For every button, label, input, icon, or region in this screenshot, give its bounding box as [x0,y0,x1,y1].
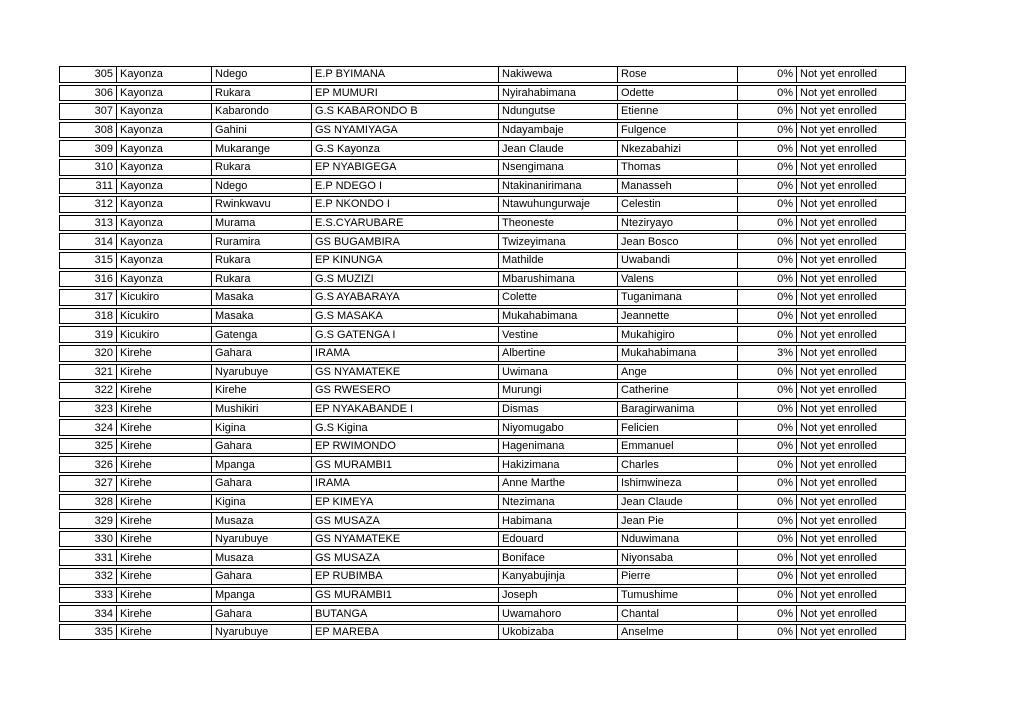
cell-last-name: Valens [617,271,737,288]
cell-district: Kayonza [116,66,211,83]
cell-school: EP NYABIGEGA [311,159,498,176]
cell-percent: 0% [737,326,796,343]
cell-first-name: Ntakinanirimana [498,178,617,195]
cell-percent: 0% [737,122,796,139]
cell-sector: Ndego [211,66,311,83]
cell-percent: 0% [737,549,796,566]
cell-row-number: 323 [59,401,116,418]
cell-last-name: Felicien [617,419,737,436]
cell-status: Not yet enrolled [796,233,906,250]
cell-sector: Gahara [211,605,311,622]
cell-school: G.S AYABARAYA [311,289,498,306]
cell-row-number: 316 [59,271,116,288]
cell-percent: 0% [737,289,796,306]
cell-last-name: Celestin [617,196,737,213]
cell-school: E.P BYIMANA [311,66,498,83]
cell-district: Kayonza [116,233,211,250]
cell-sector: Kigina [211,494,311,511]
cell-last-name: Fulgence [617,122,737,139]
cell-sector: Gahini [211,122,311,139]
table-row [59,587,906,604]
table-row [59,345,906,362]
cell-sector: Gatenga [211,326,311,343]
cell-district: Kicukiro [116,326,211,343]
cell-row-number: 309 [59,140,116,157]
table-row [59,122,906,139]
cell-row-number: 313 [59,215,116,232]
cell-percent: 0% [737,308,796,325]
cell-status: Not yet enrolled [796,456,906,473]
cell-sector: Rukara [211,271,311,288]
cell-status: Not yet enrolled [796,512,906,529]
table-row [59,475,906,492]
cell-sector: Nyarubuye [211,624,311,641]
cell-percent: 0% [737,215,796,232]
cell-district: Kirehe [116,587,211,604]
cell-row-number: 329 [59,512,116,529]
cell-row-number: 307 [59,103,116,120]
cell-district: Kirehe [116,475,211,492]
cell-last-name: Jean Pie [617,512,737,529]
cell-first-name: Joseph [498,587,617,604]
cell-percent: 0% [737,66,796,83]
cell-sector: Ruramira [211,233,311,250]
cell-last-name: Charles [617,456,737,473]
cell-percent: 0% [737,587,796,604]
cell-first-name: Ndayambaje [498,122,617,139]
cell-first-name: Ndungutse [498,103,617,120]
cell-row-number: 326 [59,456,116,473]
table-row [59,494,906,511]
cell-status: Not yet enrolled [796,289,906,306]
cell-row-number: 330 [59,531,116,548]
cell-school: EP KINUNGA [311,252,498,269]
cell-status: Not yet enrolled [796,326,906,343]
cell-sector: Gahara [211,475,311,492]
cell-school: G.S MASAKA [311,308,498,325]
cell-last-name: Rose [617,66,737,83]
cell-district: Kayonza [116,85,211,102]
cell-last-name: Ishimwineza [617,475,737,492]
cell-sector: Gahara [211,568,311,585]
cell-sector: Masaka [211,289,311,306]
cell-school: BUTANGA [311,605,498,622]
table-row [59,549,906,566]
cell-first-name: Nsengimana [498,159,617,176]
cell-district: Kirehe [116,345,211,362]
cell-school: E.P NDEGO I [311,178,498,195]
cell-school: GS RWESERO [311,382,498,399]
cell-first-name: Theoneste [498,215,617,232]
cell-first-name: Anne Marthe [498,475,617,492]
cell-sector: Murama [211,215,311,232]
cell-sector: Mpanga [211,456,311,473]
cell-district: Kayonza [116,252,211,269]
cell-district: Kayonza [116,178,211,195]
cell-percent: 0% [737,605,796,622]
cell-status: Not yet enrolled [796,159,906,176]
cell-percent: 0% [737,178,796,195]
cell-last-name: Jean Claude [617,494,737,511]
cell-sector: Musaza [211,512,311,529]
cell-row-number: 318 [59,308,116,325]
cell-school: GS BUGAMBIRA [311,233,498,250]
cell-row-number: 306 [59,85,116,102]
cell-district: Kirehe [116,364,211,381]
cell-status: Not yet enrolled [796,494,906,511]
cell-first-name: Murungi [498,382,617,399]
table-row [59,401,906,418]
cell-percent: 0% [737,438,796,455]
cell-status: Not yet enrolled [796,196,906,213]
cell-first-name: Hakizimana [498,456,617,473]
cell-first-name: Niyomugabo [498,419,617,436]
cell-row-number: 322 [59,382,116,399]
cell-sector: Nyarubuye [211,531,311,548]
cell-district: Kirehe [116,512,211,529]
cell-percent: 0% [737,382,796,399]
cell-row-number: 311 [59,178,116,195]
table-row [59,196,906,213]
cell-last-name: Nteziryayo [617,215,737,232]
cell-row-number: 308 [59,122,116,139]
table-row [59,531,906,548]
cell-sector: Kirehe [211,382,311,399]
cell-percent: 0% [737,196,796,213]
cell-district: Kirehe [116,624,211,641]
cell-last-name: Uwabandi [617,252,737,269]
cell-district: Kayonza [116,103,211,120]
cell-sector: Kabarondo [211,103,311,120]
cell-row-number: 312 [59,196,116,213]
enrollment-table-body [59,66,906,640]
cell-first-name: Uwimana [498,364,617,381]
cell-percent: 0% [737,364,796,381]
cell-district: Kirehe [116,456,211,473]
table-row [59,419,906,436]
cell-status: Not yet enrolled [796,271,906,288]
cell-row-number: 317 [59,289,116,306]
cell-last-name: Ange [617,364,737,381]
cell-percent: 0% [737,419,796,436]
cell-first-name: Kanyabujinja [498,568,617,585]
cell-school: E.P NKONDO I [311,196,498,213]
cell-row-number: 335 [59,624,116,641]
cell-district: Kirehe [116,382,211,399]
cell-status: Not yet enrolled [796,215,906,232]
cell-row-number: 305 [59,66,116,83]
cell-school: GS MURAMBI1 [311,587,498,604]
cell-status: Not yet enrolled [796,364,906,381]
cell-last-name: Jean Bosco [617,233,737,250]
table-row [59,438,906,455]
cell-sector: Mushikiri [211,401,311,418]
table-row [59,140,906,157]
cell-last-name: Manasseh [617,178,737,195]
cell-first-name: Twizeyimana [498,233,617,250]
cell-status: Not yet enrolled [796,308,906,325]
cell-row-number: 334 [59,605,116,622]
cell-percent: 0% [737,512,796,529]
table-row [59,252,906,269]
cell-row-number: 314 [59,233,116,250]
cell-first-name: Ntawuhungurwaje [498,196,617,213]
cell-status: Not yet enrolled [796,605,906,622]
cell-district: Kirehe [116,419,211,436]
cell-district: Kayonza [116,196,211,213]
cell-sector: Rwinkwavu [211,196,311,213]
cell-first-name: Albertine [498,345,617,362]
cell-school: E.S.CYARUBARE [311,215,498,232]
cell-status: Not yet enrolled [796,568,906,585]
cell-school: IRAMA [311,475,498,492]
cell-percent: 0% [737,140,796,157]
cell-status: Not yet enrolled [796,85,906,102]
cell-sector: Ndego [211,178,311,195]
cell-status: Not yet enrolled [796,549,906,566]
cell-percent: 3% [737,345,796,362]
cell-last-name: Niyonsaba [617,549,737,566]
cell-last-name: Nduwimana [617,531,737,548]
cell-last-name: Chantal [617,605,737,622]
cell-first-name: Ukobizaba [498,624,617,641]
cell-last-name: Etienne [617,103,737,120]
cell-sector: Musaza [211,549,311,566]
cell-status: Not yet enrolled [796,475,906,492]
cell-status: Not yet enrolled [796,252,906,269]
cell-school: EP MAREBA [311,624,498,641]
cell-first-name: Mbarushimana [498,271,617,288]
cell-status: Not yet enrolled [796,401,906,418]
table-row [59,624,906,641]
cell-percent: 0% [737,531,796,548]
cell-school: EP RUBIMBA [311,568,498,585]
cell-sector: Rukara [211,252,311,269]
table-row [59,289,906,306]
table-row [59,364,906,381]
cell-last-name: Baragirwanima [617,401,737,418]
cell-district: Kirehe [116,401,211,418]
cell-school: G.S GATENGA I [311,326,498,343]
cell-percent: 0% [737,475,796,492]
table-row [59,456,906,473]
cell-school: GS NYAMATEKE [311,364,498,381]
cell-row-number: 325 [59,438,116,455]
cell-last-name: Thomas [617,159,737,176]
cell-district: Kayonza [116,140,211,157]
cell-last-name: Anselme [617,624,737,641]
cell-school: G.S Kayonza [311,140,498,157]
cell-school: IRAMA [311,345,498,362]
cell-school: G.S Kigina [311,419,498,436]
cell-row-number: 319 [59,326,116,343]
cell-status: Not yet enrolled [796,438,906,455]
cell-district: Kicukiro [116,308,211,325]
cell-status: Not yet enrolled [796,587,906,604]
cell-district: Kayonza [116,215,211,232]
cell-status: Not yet enrolled [796,140,906,157]
cell-district: Kirehe [116,549,211,566]
cell-district: Kirehe [116,494,211,511]
cell-status: Not yet enrolled [796,103,906,120]
cell-sector: Nyarubuye [211,364,311,381]
cell-row-number: 328 [59,494,116,511]
table-row [59,512,906,529]
cell-percent: 0% [737,568,796,585]
cell-status: Not yet enrolled [796,178,906,195]
cell-first-name: Mathilde [498,252,617,269]
cell-school: GS MUSAZA [311,512,498,529]
cell-district: Kayonza [116,271,211,288]
cell-last-name: Pierre [617,568,737,585]
cell-first-name: Vestine [498,326,617,343]
table-row [59,178,906,195]
cell-last-name: Mukahabimana [617,345,737,362]
cell-percent: 0% [737,456,796,473]
cell-first-name: Mukahabimana [498,308,617,325]
cell-first-name: Ntezimana [498,494,617,511]
cell-district: Kirehe [116,568,211,585]
cell-sector: Gahara [211,345,311,362]
cell-row-number: 321 [59,364,116,381]
cell-status: Not yet enrolled [796,345,906,362]
cell-first-name: Jean Claude [498,140,617,157]
cell-percent: 0% [737,233,796,250]
cell-status: Not yet enrolled [796,66,906,83]
table-row [59,66,906,83]
cell-school: EP NYAKABANDE I [311,401,498,418]
table-row [59,215,906,232]
table-row [59,233,906,250]
cell-sector: Rukara [211,159,311,176]
cell-status: Not yet enrolled [796,624,906,641]
cell-school: GS NYAMATEKE [311,531,498,548]
cell-district: Kayonza [116,122,211,139]
cell-row-number: 332 [59,568,116,585]
enrollment-table [59,64,906,642]
cell-school: EP MUMURI [311,85,498,102]
cell-percent: 0% [737,85,796,102]
cell-last-name: Tumushime [617,587,737,604]
cell-first-name: Edouard [498,531,617,548]
cell-percent: 0% [737,401,796,418]
table-row [59,271,906,288]
cell-first-name: Dismas [498,401,617,418]
cell-percent: 0% [737,624,796,641]
cell-school: EP RWIMONDO [311,438,498,455]
cell-status: Not yet enrolled [796,531,906,548]
cell-school: G.S KABARONDO B [311,103,498,120]
cell-percent: 0% [737,271,796,288]
cell-percent: 0% [737,252,796,269]
cell-row-number: 310 [59,159,116,176]
cell-first-name: Colette [498,289,617,306]
table-row [59,308,906,325]
cell-row-number: 324 [59,419,116,436]
cell-sector: Masaka [211,308,311,325]
cell-status: Not yet enrolled [796,122,906,139]
cell-district: Kirehe [116,531,211,548]
cell-school: G.S MUZIZI [311,271,498,288]
cell-last-name: Jeannette [617,308,737,325]
cell-percent: 0% [737,159,796,176]
cell-last-name: Nkezabahizi [617,140,737,157]
table-row [59,85,906,102]
cell-school: GS MURAMBI1 [311,456,498,473]
cell-last-name: Odette [617,85,737,102]
cell-last-name: Tuganimana [617,289,737,306]
cell-row-number: 333 [59,587,116,604]
cell-first-name: Hagenimana [498,438,617,455]
table-row [59,326,906,343]
cell-first-name: Nyirahabimana [498,85,617,102]
cell-last-name: Catherine [617,382,737,399]
cell-percent: 0% [737,494,796,511]
cell-school: GS NYAMIYAGA [311,122,498,139]
cell-sector: Mpanga [211,587,311,604]
table-row [59,382,906,399]
cell-status: Not yet enrolled [796,419,906,436]
cell-first-name: Nakiwewa [498,66,617,83]
cell-district: Kicukiro [116,289,211,306]
cell-row-number: 327 [59,475,116,492]
cell-district: Kayonza [116,159,211,176]
table-row [59,605,906,622]
cell-district: Kirehe [116,605,211,622]
cell-sector: Rukara [211,85,311,102]
cell-row-number: 315 [59,252,116,269]
cell-first-name: Boniface [498,549,617,566]
table-row [59,568,906,585]
cell-district: Kirehe [116,438,211,455]
cell-school: EP KIMEYA [311,494,498,511]
cell-sector: Gahara [211,438,311,455]
cell-row-number: 331 [59,549,116,566]
cell-row-number: 320 [59,345,116,362]
cell-sector: Kigina [211,419,311,436]
cell-sector: Mukarange [211,140,311,157]
cell-percent: 0% [737,103,796,120]
cell-school: GS MUSAZA [311,549,498,566]
table-row [59,159,906,176]
cell-first-name: Habimana [498,512,617,529]
cell-first-name: Uwamahoro [498,605,617,622]
cell-last-name: Mukahigiro [617,326,737,343]
cell-last-name: Emmanuel [617,438,737,455]
table-row [59,103,906,120]
cell-status: Not yet enrolled [796,382,906,399]
